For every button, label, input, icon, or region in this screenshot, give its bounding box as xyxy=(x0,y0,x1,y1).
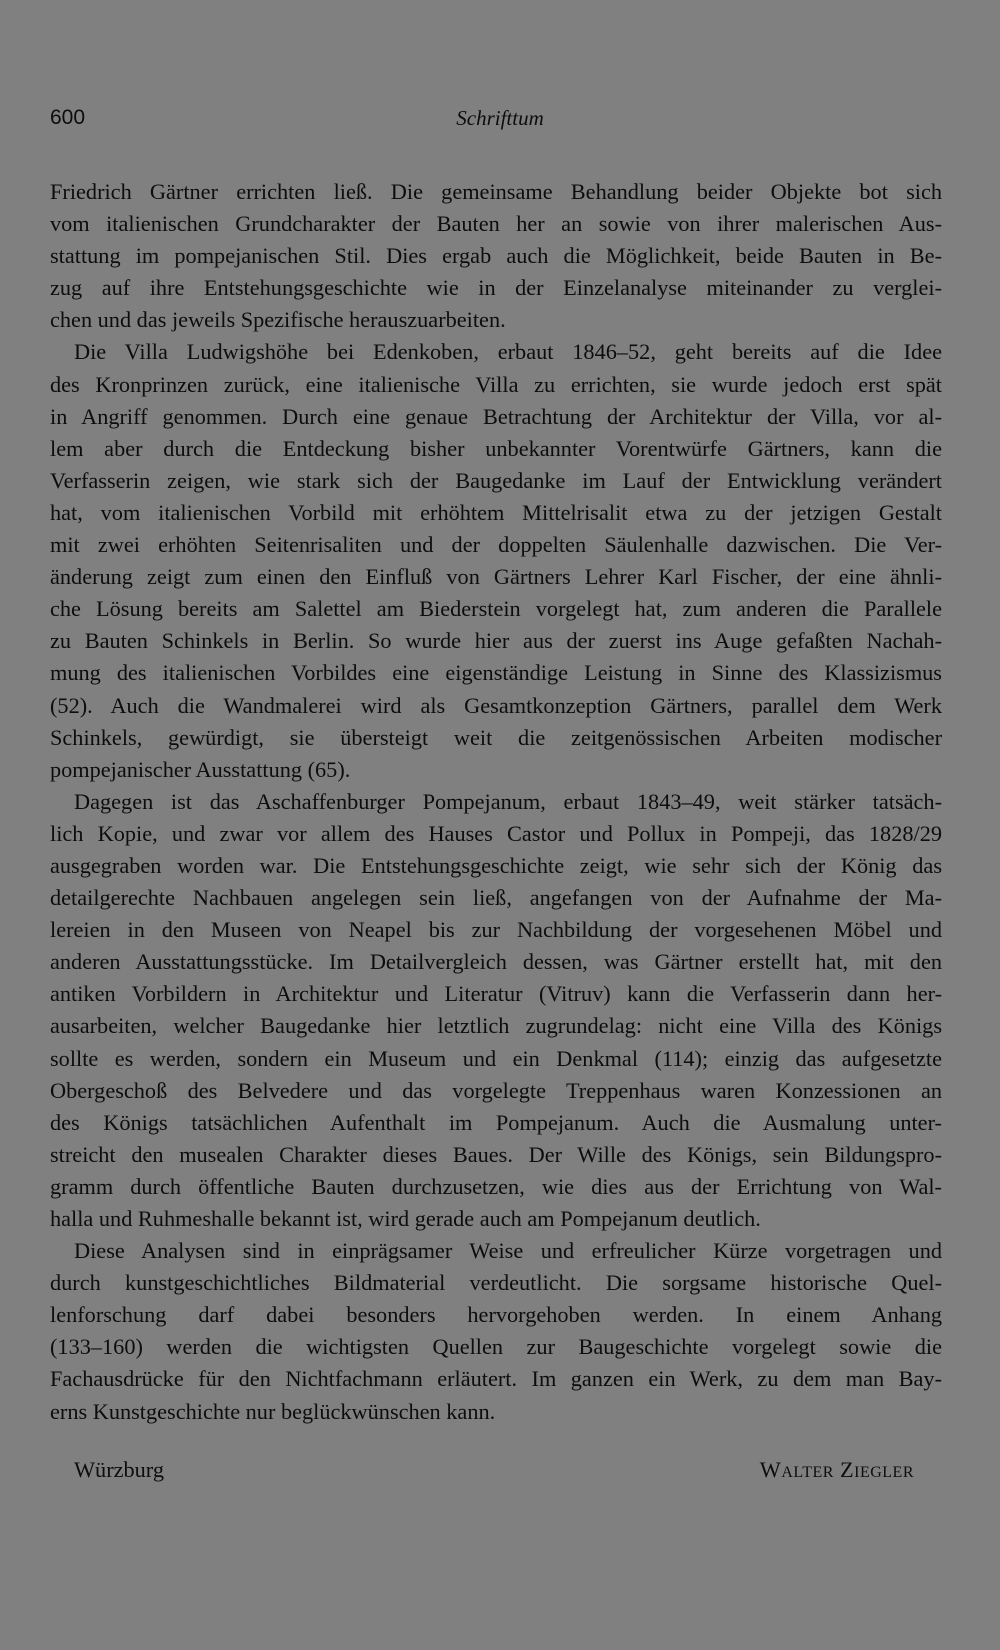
text-line: änderung zeigt zum einen den Einfluß von Gärtners Lehrer Karl Fischer, der eine ähnli- xyxy=(50,564,942,590)
text-line: gramm durch öffentliche Bauten durchzusetzen, wie dies aus der Errichtung von Wal- xyxy=(50,1173,942,1199)
text-line: (52). Auch die Wandmalerei wird als Gesamtkonzeption Gärtners, parallel dem Werk xyxy=(50,692,942,718)
text-line: Schinkels, gewürdigt, sie übersteigt weit die zeitgenössischen Arbeiten modischer xyxy=(50,724,942,750)
text-line: chen und das jeweils Spezifische herauszuarbeiten. xyxy=(50,307,506,333)
text-line: antiken Vorbildern in Architektur und Literatur (Vitruv) kann die Verfasserin dann her- xyxy=(50,981,942,1007)
text-line: Die Villa Ludwigshöhe bei Edenkoben, erbaut 1846–52, geht bereits auf die Idee xyxy=(74,339,942,365)
page-number: 600 xyxy=(50,106,86,129)
signature xyxy=(74,1454,914,1486)
text-line: mung des italienischen Vorbildes eine eigenständige Leistung in Sinne des Klassizismus xyxy=(50,660,942,686)
text-line: in Angriff genommen. Durch eine genaue Betrachtung der Architektur der Villa, vor al- xyxy=(50,403,942,429)
text-line: hat, vom italienischen Vorbild mit erhöhtem Mittelrisalit etwa zu der jetzigen Gestalt xyxy=(50,499,942,525)
text-line: des Kronprinzen zurück, eine italienische Villa zu errichten, sie wurde jedoch erst spät xyxy=(50,371,942,397)
signature-author: Walter Ziegler xyxy=(759,1457,914,1482)
text-line: sollte es werden, sondern ein Museum und ein Denkmal (114); einzig das aufgesetzte xyxy=(50,1045,942,1071)
text-line: pompejanischer Ausstattung (65). xyxy=(50,756,351,782)
page-header xyxy=(50,106,940,140)
text-line: halla und Ruhmeshalle bekannt ist, wird gerade auch am Pompejanum deutlich. xyxy=(50,1206,761,1231)
running-title: Schrifttum xyxy=(456,106,544,130)
text-line: zu Bauten Schinkels in Berlin. So wurde hier aus der zuerst ins Auge gefaßten Nachah- xyxy=(50,628,942,654)
body-text xyxy=(50,176,942,1428)
text-line: mit zwei erhöhten Seitenrisaliten und der doppelten Säulenhalle dazwischen. Die Ver- xyxy=(50,532,942,558)
text-line: Verfasserin zeigen, wie stark sich der Baugedanke im Lauf der Entwicklung verändert xyxy=(50,467,942,493)
text-line: lereien in den Museen von Neapel bis zur Nachbildung der vorgesehenen Möbel und xyxy=(50,917,942,943)
text-line: zug auf ihre Entstehungsgeschichte wie in der Einzelanalyse miteinander zu verglei- xyxy=(50,275,942,301)
text-line: Fachausdrücke für den Nichtfachmann erläutert. Im ganzen ein Werk, zu dem man Bay- xyxy=(50,1366,942,1392)
text-line: detailgerechte Nachbauen angelegen sein ließ, angefangen von der Aufnahme der Ma- xyxy=(50,885,942,911)
text-line: Obergeschoß des Belvedere und das vorgelegte Treppenhaus waren Konzessionen an xyxy=(50,1077,942,1103)
text-line: ausarbeiten, welcher Baugedanke hier letztlich zugrundelag: nicht eine Villa des Königs xyxy=(50,1013,942,1039)
text-line: erns Kunstgeschichte nur beglückwünschen kann. xyxy=(50,1398,496,1424)
text-line: (133–160) werden die wichtigsten Quellen zur Baugeschichte vorgelegt sowie die xyxy=(50,1334,942,1360)
text-line: lem aber durch die Entdeckung bisher unbekannter Vorentwürfe Gärtners, kann die xyxy=(50,435,942,461)
text-line: vom italienischen Grundcharakter der Bauten her an sowie von ihrer malerischen Aus- xyxy=(50,211,942,237)
text-line: Diese Analysen sind in einprägsamer Weise und erfreulicher Kürze vorgetragen und xyxy=(74,1238,942,1264)
text-line: Dagegen ist das Aschaffenburger Pompejanum, erbaut 1843–49, weit stärker tatsäch- xyxy=(74,788,942,814)
text-line: lenforschung darf dabei besonders hervorgehoben werden. In einem Anhang xyxy=(50,1302,942,1328)
text-line: ausgegraben worden war. Die Entstehungsgeschichte zeigt, wie sehr sich der König das xyxy=(50,852,942,878)
signature-place: Würzburg xyxy=(74,1457,164,1482)
text-line: stattung im pompejanischen Stil. Dies ergab auch die Möglichkeit, beide Bauten in Be- xyxy=(50,243,942,269)
text-line: streicht den musealen Charakter dieses Baues. Der Wille des Königs, sein Bildungspro- xyxy=(50,1141,942,1167)
text-line: anderen Ausstattungsstücke. Im Detailvergleich dessen, was Gärtner erstellt hat, mit den xyxy=(50,949,942,975)
text-line: Friedrich Gärtner errichten ließ. Die gemeinsame Behandlung beider Objekte bot sich xyxy=(50,179,942,204)
text-line: durch kunstgeschichtliches Bildmaterial verdeutlicht. Die sorgsame historische Quel- xyxy=(50,1270,942,1296)
text-line: che Lösung bereits am Salettel am Biederstein vorgelegt hat, zum anderen die Parallele xyxy=(50,596,942,622)
text-line: lich Kopie, und zwar vor allem des Hauses Castor und Pollux in Pompeji, das 1828/29 xyxy=(50,820,942,846)
text-line: des Königs tatsächlichen Aufenthalt im Pompejanum. Auch die Ausmalung unter- xyxy=(50,1109,942,1135)
